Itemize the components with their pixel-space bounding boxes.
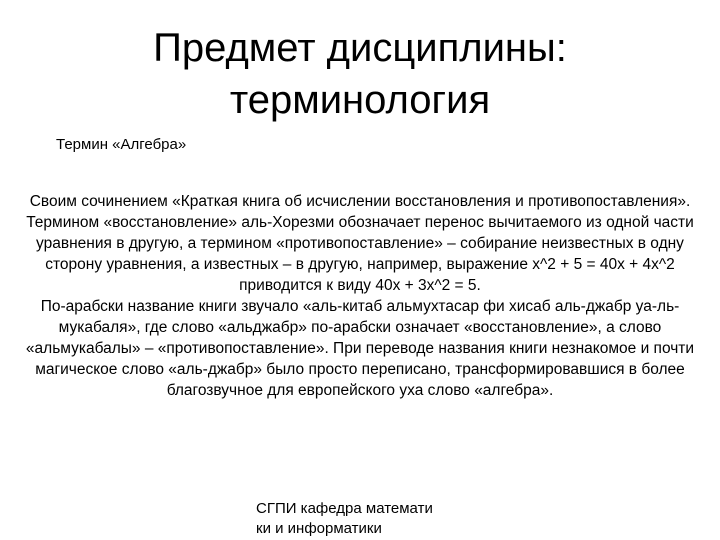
slide-title-line-2: терминология <box>229 78 491 122</box>
slide-title <box>0 22 720 126</box>
paragraph-1: Своим сочинением «Краткая книга об исчислении восстановления и противопоставления». Термином «восстановление» аль-Хорезми обозначает перенос вычитаемого из одной части уравнения в другую, а термином «противопоставление» – собирание неизвестных в одну сторону уравнения, а известных – в другую, например, выражение x^2 + 5 = 40x + 4x^2 приводится к виду 40x + 3x^2 = 5. <box>26 193 694 294</box>
paragraph-2: По-арабски название книги звучало «аль-китаб альмухтасар фи хисаб аль-джабр уа-ль-мукабаля», где слово «альджабр» по-арабски означает «восстановление», а слово «альмукабалы» – «противопоставление». При переводе названия книги незнакомое и почти магическое слово «аль-джабр» было просто переписано, трансформировавшися в более благозвучное для европейского уха слово «алгебра». <box>25 298 695 399</box>
term-label: Термин «Алгебра» <box>56 136 187 153</box>
footer-department <box>256 499 496 539</box>
body-text <box>14 191 706 401</box>
footer-line-1: СГПИ кафедра математи <box>256 500 433 517</box>
slide-title-line-1: Предмет дисциплины: <box>153 26 567 70</box>
footer-line-2: ки и информатики <box>256 520 382 537</box>
